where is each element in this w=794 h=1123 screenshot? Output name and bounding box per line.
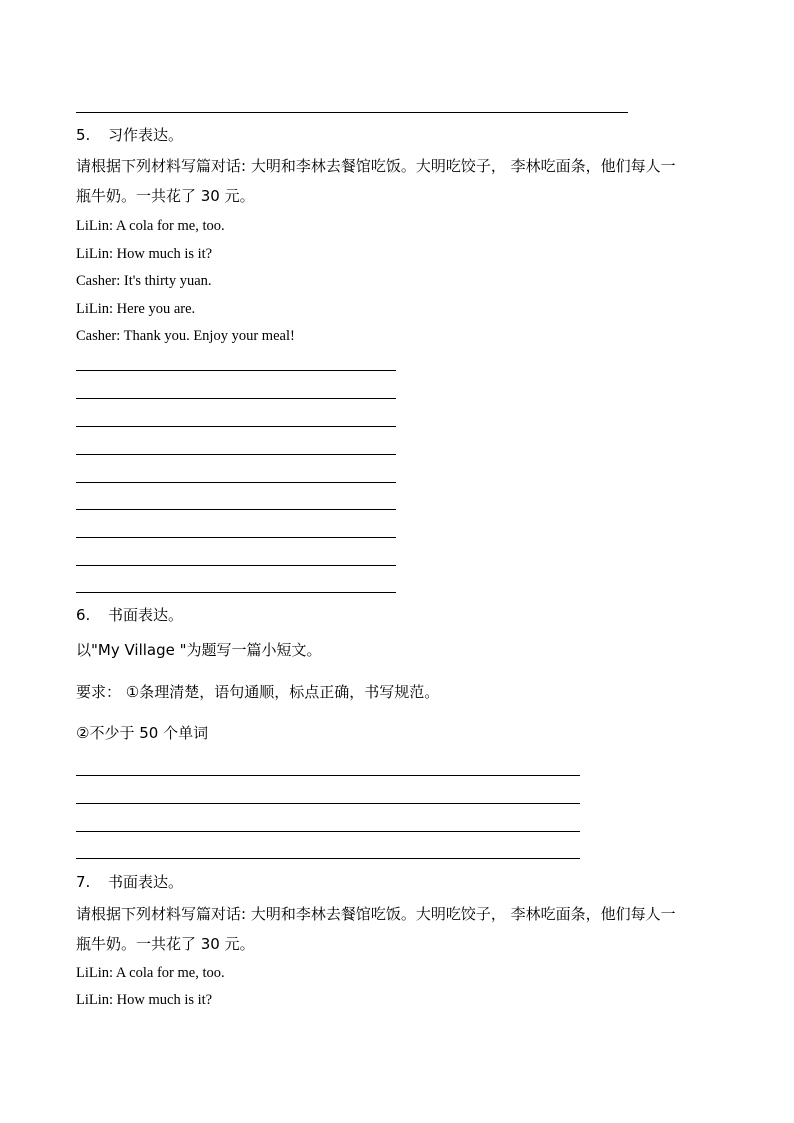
dialogue-line: Casher: Thank you. Enjoy your meal! — [76, 328, 295, 344]
dialogue-line: Casher: It's thirty yuan. — [76, 273, 212, 289]
dialogue-line: LiLin: How much is it? — [76, 246, 213, 262]
question-7-prompt-line-1: 请根据下列材料写篇对话: 大明和李林去餐馆吃饭。大明吃饺子， 李林吃面条，他们每人一 — [76, 905, 676, 923]
answer-line[interactable] — [76, 858, 580, 859]
answer-line[interactable] — [76, 509, 396, 510]
answer-line[interactable] — [76, 565, 396, 566]
answer-line[interactable] — [76, 803, 580, 804]
question-title: 书面表达。 — [108, 873, 184, 891]
answer-line[interactable] — [76, 454, 396, 455]
answer-line[interactable] — [76, 426, 396, 427]
answer-line[interactable] — [76, 482, 396, 483]
question-6-heading — [76, 604, 183, 625]
answer-line[interactable] — [76, 112, 628, 113]
answer-line[interactable] — [76, 775, 580, 776]
answer-line[interactable] — [76, 370, 396, 371]
answer-line[interactable] — [76, 398, 396, 399]
answer-line[interactable] — [76, 592, 396, 593]
question-number: 7. — [76, 873, 91, 891]
question-5-prompt-line-2: 瓶牛奶。一共花了 30 元。 — [76, 187, 255, 205]
question-5-prompt-line-1: 请根据下列材料写篇对话: 大明和李林去餐馆吃饭。大明吃饺子， 李林吃面条，他们每人一 — [76, 157, 676, 175]
question-title: 习作表达。 — [108, 126, 184, 144]
answer-line[interactable] — [76, 831, 580, 832]
question-number: 5. — [76, 126, 91, 144]
question-number: 6. — [76, 606, 91, 624]
question-6-requirement-1: 要求： ①条理清楚，语句通顺，标点正确，书写规范。 — [76, 683, 440, 701]
question-7-prompt-line-2: 瓶牛奶。一共花了 30 元。 — [76, 935, 255, 953]
question-7-heading — [76, 871, 183, 892]
dialogue-line: LiLin: A cola for me, too. — [76, 218, 225, 234]
question-5-heading — [76, 124, 183, 145]
dialogue-line: LiLin: A cola for me, too. — [76, 965, 225, 981]
dialogue-line: LiLin: How much is it? — [76, 992, 213, 1008]
question-6-prompt: 以"My Village "为题写一篇小短文。 — [76, 641, 322, 659]
answer-line[interactable] — [76, 537, 396, 538]
dialogue-line: LiLin: Here you are. — [76, 301, 196, 317]
question-6-requirement-2: ②不少于 50 个单词 — [76, 724, 209, 742]
question-title: 书面表达。 — [108, 606, 184, 624]
